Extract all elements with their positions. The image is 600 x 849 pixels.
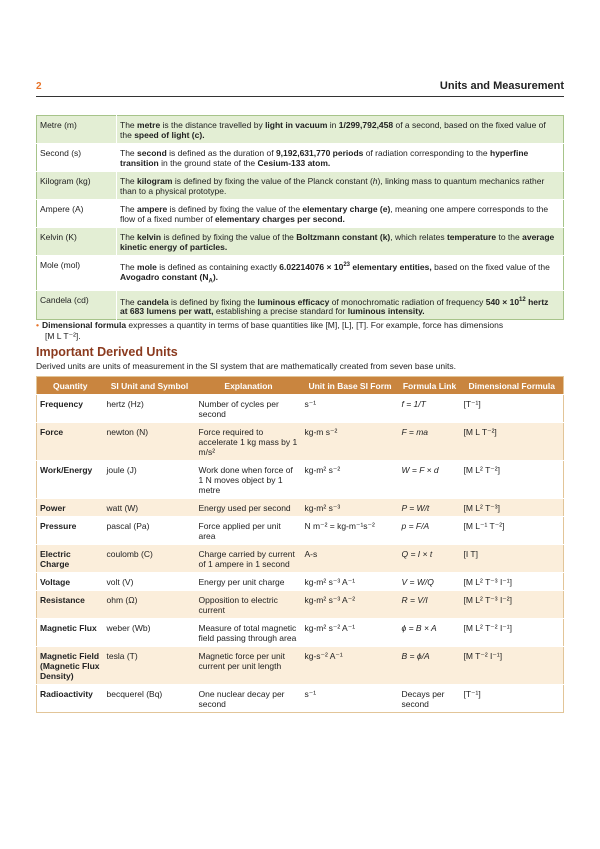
cell-si-unit: volt (V): [104, 573, 196, 591]
base-unit-row: [37, 290, 564, 320]
dimensional-formula-note: [36, 320, 564, 341]
base-unit-name: Kelvin (K): [37, 228, 117, 256]
cell-quantity: Frequency: [37, 395, 104, 423]
cell-si-unit: joule (J): [104, 461, 196, 499]
cell-si-unit: tesla (T): [104, 647, 196, 685]
base-unit-name: Kilogram (kg): [37, 172, 117, 200]
base-unit-definition: The kilogram is defined by fixing the value of the Planck constant (h), linking mass to quantum mechanics rather than to a physical prototype.: [117, 172, 564, 200]
table-row: [37, 685, 564, 713]
cell-explanation: Force required to accelerate 1 kg mass by 1 m/s²: [196, 423, 302, 461]
cell-base-form: N m⁻² = kg-m⁻¹s⁻²: [302, 517, 399, 545]
cell-explanation: Opposition to electric current: [196, 591, 302, 619]
running-title: Units and Measurement: [439, 80, 564, 92]
table-row: [37, 573, 564, 591]
cell-quantity: Pressure: [37, 517, 104, 545]
cell-si-unit: newton (N): [104, 423, 196, 461]
cell-formula: P = W/t: [399, 499, 461, 517]
cell-explanation: Force applied per unit area: [196, 517, 302, 545]
column-header: Formula Link: [399, 377, 461, 395]
table-row: [37, 423, 564, 461]
table-row: [37, 517, 564, 545]
cell-base-form: s⁻¹: [302, 395, 399, 423]
cell-dimension: [M L² T⁻³ I⁻¹]: [461, 573, 564, 591]
cell-formula: p = F/A: [399, 517, 461, 545]
cell-si-unit: becquerel (Bq): [104, 685, 196, 713]
table-row: [37, 545, 564, 573]
cell-explanation: Energy per unit charge: [196, 573, 302, 591]
column-header: Unit in Base SI Form: [302, 377, 399, 395]
cell-dimension: [M L² T⁻²]: [461, 461, 564, 499]
cell-dimension: [M L² T⁻² I⁻¹]: [461, 619, 564, 647]
cell-si-unit: ohm (Ω): [104, 591, 196, 619]
cell-explanation: Measure of total magnetic field passing through area: [196, 619, 302, 647]
table-row: [37, 647, 564, 685]
cell-dimension: [I T]: [461, 545, 564, 573]
cell-formula: Q = I × t: [399, 545, 461, 573]
column-header: Explanation: [196, 377, 302, 395]
cell-si-unit: coulomb (C): [104, 545, 196, 573]
cell-formula: B = ϕ/A: [399, 647, 461, 685]
cell-dimension: [T⁻¹]: [461, 685, 564, 713]
cell-dimension: [T⁻¹]: [461, 395, 564, 423]
bullet-bold-term: Dimensional formula: [41, 320, 127, 330]
cell-dimension: [M L⁻¹ T⁻²]: [461, 517, 564, 545]
cell-explanation: Work done when force of 1 N moves object by 1 metre: [196, 461, 302, 499]
cell-dimension: [M L T⁻²]: [461, 423, 564, 461]
cell-formula: V = W/Q: [399, 573, 461, 591]
table-row: [37, 591, 564, 619]
cell-formula: F = ma: [399, 423, 461, 461]
cell-quantity: Radioactivity: [37, 685, 104, 713]
cell-explanation: Magnetic force per unit current per unit length: [196, 647, 302, 685]
base-unit-definition: The metre is the distance travelled by light in vacuum in 1/299,792,458 of a second, based on the fixed value of the speed of light (c).: [117, 116, 564, 144]
cell-base-form: kg-m² s⁻³ A⁻¹: [302, 573, 399, 591]
base-unit-row: [37, 172, 564, 200]
base-unit-name: Metre (m): [37, 116, 117, 144]
cell-si-unit: weber (Wb): [104, 619, 196, 647]
cell-quantity: Electric Charge: [37, 545, 104, 573]
base-unit-name: Candela (cd): [37, 290, 117, 320]
section-title: Important Derived Units: [36, 345, 178, 359]
bullet-text: expresses a quantity in terms of base quantities like [M], [L], [T]. For example, force has dimensions: [126, 320, 504, 330]
cell-base-form: kg-m² s⁻³: [302, 499, 399, 517]
base-unit-definition: The kelvin is defined by fixing the value of the Boltzmann constant (k), which relates temperature to the average kinetic energy of particles.: [117, 228, 564, 256]
cell-quantity: Magnetic Field (Magnetic Flux Density): [37, 647, 104, 685]
section-description: Derived units are units of measurement in the SI system that are mathematically created from seven base units.: [36, 361, 456, 371]
base-units-table: [36, 115, 564, 320]
cell-base-form: kg-m² s⁻² A⁻¹: [302, 619, 399, 647]
cell-explanation: Charge carried by current of 1 ampere in 1 second: [196, 545, 302, 573]
base-unit-name: Ampere (A): [37, 200, 117, 228]
column-header: Quantity: [37, 377, 104, 395]
table-header-row: [37, 377, 564, 395]
column-header: Dimensional Formula: [461, 377, 564, 395]
base-unit-row: [37, 116, 564, 144]
table-row: [37, 461, 564, 499]
cell-dimension: [M L² T⁻³]: [461, 499, 564, 517]
table-row: [37, 619, 564, 647]
cell-formula: Decays per second: [399, 685, 461, 713]
cell-dimension: [M L² T⁻³ I⁻²]: [461, 591, 564, 619]
base-unit-definition: The ampere is defined by fixing the value of the elementary charge (e), meaning one ampere corresponds to the flow of a fixed number of elementary charges per second.: [117, 200, 564, 228]
base-unit-row: [37, 144, 564, 172]
cell-formula: R = V/I: [399, 591, 461, 619]
cell-formula: W = F × d: [399, 461, 461, 499]
cell-quantity: Voltage: [37, 573, 104, 591]
base-unit-row: [37, 256, 564, 291]
cell-si-unit: pascal (Pa): [104, 517, 196, 545]
cell-explanation: One nuclear decay per second: [196, 685, 302, 713]
base-unit-name: Second (s): [37, 144, 117, 172]
column-header: SI Unit and Symbol: [104, 377, 196, 395]
page-number: 2: [36, 81, 42, 92]
base-unit-name: Mole (mol): [37, 256, 117, 291]
cell-quantity: Work/Energy: [37, 461, 104, 499]
header-rule: [36, 96, 564, 97]
cell-dimension: [M T⁻² I⁻¹]: [461, 647, 564, 685]
cell-si-unit: watt (W): [104, 499, 196, 517]
cell-base-form: kg-s⁻² A⁻¹: [302, 647, 399, 685]
base-unit-row: [37, 228, 564, 256]
cell-quantity: Power: [37, 499, 104, 517]
cell-quantity: Resistance: [37, 591, 104, 619]
cell-base-form: s⁻¹: [302, 685, 399, 713]
cell-formula: f = 1/T: [399, 395, 461, 423]
base-unit-row: [37, 200, 564, 228]
base-unit-definition: The second is defined as the duration of 9,192,631,770 periods of radiation corresponding to the hyperfine transition in the ground state of the Cesium-133 atom.: [117, 144, 564, 172]
bullet-icon: •: [36, 320, 39, 330]
cell-si-unit: hertz (Hz): [104, 395, 196, 423]
base-unit-definition: The candela is defined by fixing the luminous efficacy of monochromatic radiation of frequency $540 \times 10^{12}$ hertz at 683 lumens per watt, establishing a precise standard for luminous intensity.: [117, 290, 564, 320]
cell-quantity: Force: [37, 423, 104, 461]
cell-base-form: kg-m s⁻²: [302, 423, 399, 461]
cell-explanation: Energy used per second: [196, 499, 302, 517]
base-unit-definition: The mole is defined as containing exactly $6.02214076 \times 10^{23}$ elementary entities, based on the fixed value of the Avogadro constant $(N_A)$.: [117, 256, 564, 291]
cell-quantity: Magnetic Flux: [37, 619, 104, 647]
cell-formula: ϕ = B × A: [399, 619, 461, 647]
table-row: [37, 395, 564, 423]
derived-units-table: [36, 376, 564, 713]
table-row: [37, 499, 564, 517]
cell-base-form: kg-m² s⁻²: [302, 461, 399, 499]
cell-explanation: Number of cycles per second: [196, 395, 302, 423]
cell-base-form: A-s: [302, 545, 399, 573]
cell-base-form: kg-m² s⁻³ A⁻²: [302, 591, 399, 619]
bullet-line-2: [M L T⁻²].: [45, 330, 81, 341]
